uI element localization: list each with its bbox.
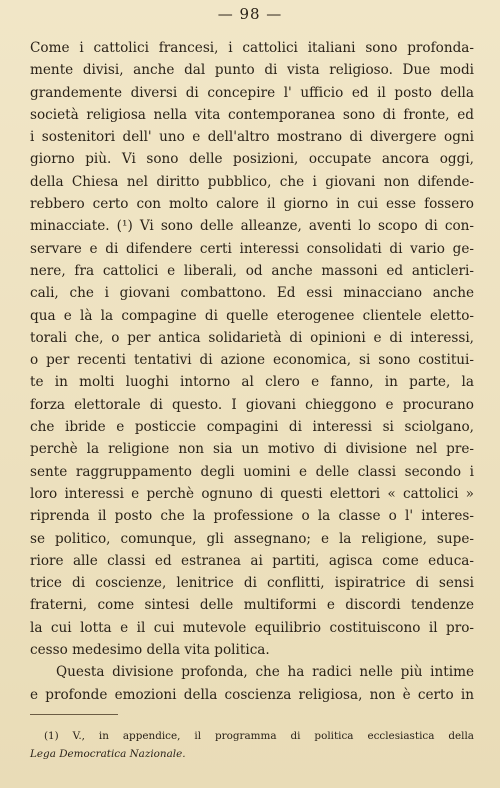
text-line: Come i cattolici francesi, i cattolici italiani sono profonda- [30,40,474,56]
text-line: grandemente diversi di concepire l' ufficio ed il posto della [30,84,474,101]
text-line: servare e di difendere certi interessi consolidati di vario ge- [30,240,474,257]
paragraph-1 [30,37,474,661]
text-line: riore alle classi ed estranea ai partiti, agisca come educa- [30,552,474,569]
paragraph-2 [30,661,474,706]
footnote-reference-title: Lega Democratica Nazionale. [30,748,186,760]
footnote-text: (1) V., in appendice, il programma di politica ecclesiastica della [44,730,474,742]
text-line: la cui lotta e il cui mutevole equilibrio costituiscono il pro- [30,619,474,636]
footnote-divider [30,714,118,715]
text-line: giorno più. Vi sono delle posizioni, occupate ancora oggi, [30,151,474,168]
text-line: qua e là la compagine di quelle eterogenee clientele eletto- [30,307,474,324]
text-line: cali, che i giovani combattono. Ed essi minacciano anche [30,285,474,302]
text-line: società religiosa nella vita contemporanea sono di fronte, ed [30,106,474,123]
footnote [30,727,474,763]
text-line: rebbero certo con molto calore il giorno in cui esse fossero [30,196,474,213]
text-line: minacciate. (¹) Vi sono delle alleanze, aventi lo scopo di con- [30,218,474,235]
text-line: o per recenti tentativi di azione economica, si sono costitui- [30,352,474,369]
text-line: fraterni, come sintesi delle multiformi e discordi tendenze [30,597,474,614]
text-line: nere, fra cattolici e liberali, od anche massoni ed anticleri- [30,262,474,279]
text-line: riprenda il posto che la professione o la classe o l' interes- [30,508,474,525]
text-line: perchè la religione non sia un motivo di divisione nel pre- [30,441,474,458]
text-line: te in molti luoghi intorno al clero e fanno, in parte, la [30,374,474,391]
text-line: torali che, o per antica solidarietà di opinioni e di interessi, [30,329,474,346]
text-line: se politico, comunque, gli assegnano; e la religione, supe- [30,530,474,547]
text-line: i sostenitori dell' uno e dell'altro mostrano di divergere ogni [30,129,474,146]
text-line: mente divisi, anche dal punto di vista religioso. Due modi [30,62,474,79]
text-line: Questa divisione profonda, che ha radici nelle più intime [56,664,474,681]
text-line: della Chiesa nel diritto pubblico, che i giovani non difende- [30,173,474,190]
text-line: forza elettorale di questo. I giovani chieggono e procurano [30,396,474,413]
text-line: e profonde emozioni della coscienza religiosa, non è certo in [30,686,474,703]
body-text [30,37,474,706]
text-line: sente raggruppamento degli uomini e delle classi secondo i [30,463,474,480]
text-line: trice di coscienze, lenitrice di conflitti, ispiratrice di sensi [30,575,474,592]
text-line: cesso medesimo della vita politica. [30,642,270,659]
text-line: che ibride e posticcie compagini di interessi si sciolgano, [30,419,474,436]
text-line: loro interessi e perchè ognuno di questi elettori « cattolici » [30,485,474,502]
page-number: — 98 — [217,5,283,23]
